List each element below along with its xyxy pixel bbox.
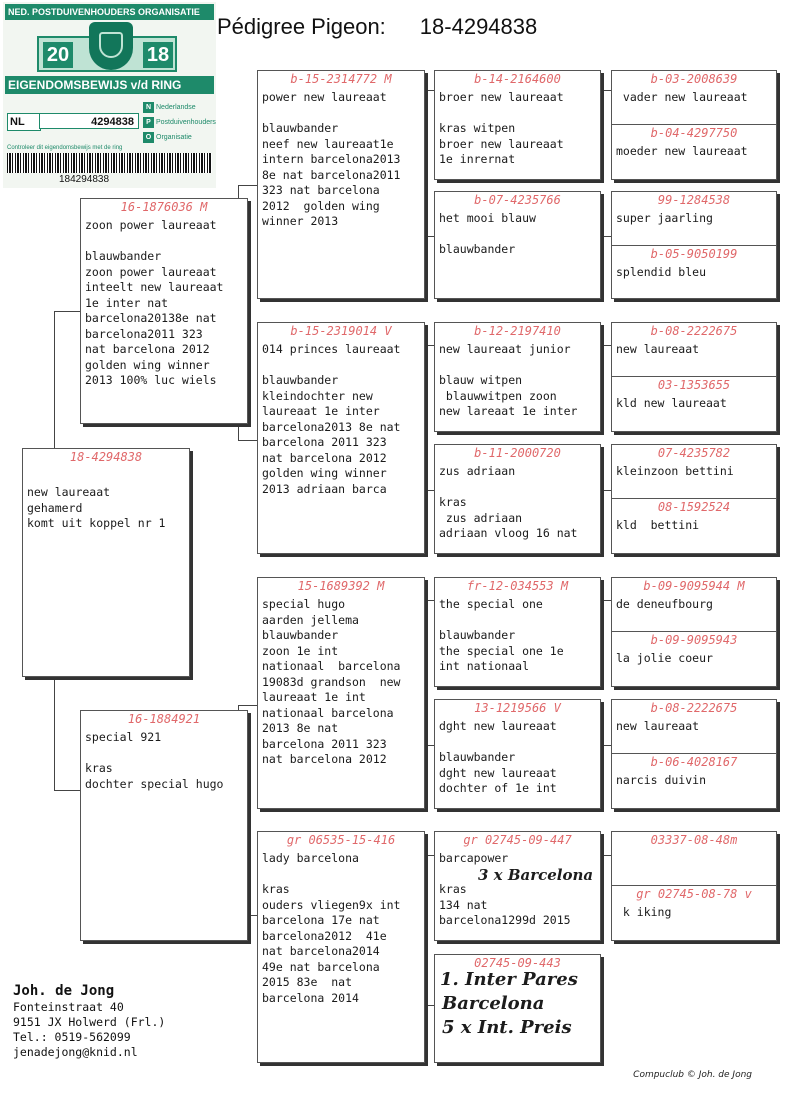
- card-mf: [257, 577, 425, 809]
- card-text: new laureaat: [616, 342, 700, 356]
- card-mmf: [434, 831, 601, 941]
- ring-number: 13-1219566 V: [474, 701, 561, 715]
- card-fmm: [434, 444, 601, 554]
- card-text: new laureaat: [616, 719, 700, 733]
- title-label: Pédigree Pigeon:: [217, 14, 386, 39]
- card-text: new laureaat junior blauw witpen blauwwitpen zoon new lareaat 1e inter: [439, 342, 578, 418]
- title-ring: 18-4294838: [419, 14, 538, 39]
- page-title: [217, 14, 537, 40]
- sticker-note: Controleer dit eigendomsbewijs met de ring: [7, 145, 123, 151]
- ring-number: b-08-2222675: [650, 324, 738, 338]
- ring-number: 15-1689392 M: [297, 579, 385, 593]
- country-code: NL: [7, 113, 41, 131]
- handwritten-note: 3 x Barcelona: [478, 866, 594, 884]
- ring-number: b-09-9095943: [650, 633, 738, 647]
- card-text: splendid bleu: [616, 265, 707, 279]
- connector: [238, 705, 258, 706]
- breeder-address: Fonteinstraat 40: [13, 1000, 124, 1014]
- card-text: barcapower kras 134 nat barcelona1299d 2015: [439, 851, 571, 927]
- connector: [238, 440, 258, 441]
- ring-number: b-11-2000720: [474, 446, 561, 460]
- card-text: la jolie coeur: [616, 651, 713, 665]
- year-left: 20: [43, 42, 73, 68]
- card-ff: [257, 70, 425, 299]
- footer-credit: Compuclub © Joh. de Jong: [633, 1070, 752, 1080]
- card-text: zus adriaan kras zus adriaan adriaan vloog 16 nat: [439, 464, 578, 540]
- divider: [612, 124, 776, 125]
- card-mm: [257, 831, 425, 1063]
- handwritten-note: Barcelona: [442, 993, 545, 1014]
- card-mff: [434, 577, 601, 687]
- card-text: kld new laureaat: [616, 396, 727, 410]
- connector: [54, 311, 55, 451]
- card-subject: [22, 448, 190, 677]
- owner-title: EIGENDOMSBEWIJS v/d RING: [5, 76, 214, 94]
- card-father: [80, 198, 248, 424]
- lion-crest-icon: [89, 22, 133, 70]
- card-text: zoon power laureaat blauwbander zoon power laureaat inteelt new laureaat 1e inter nat barcelona20138e nat barcelona2011 323 nat barcelona 2012 golden wing winner 2013 100% luc wiels: [85, 218, 224, 387]
- card-gen4-pair: [611, 699, 777, 809]
- card-gen4-pair: [611, 444, 777, 554]
- breeder-info: [13, 982, 165, 1060]
- card-text: super jaarling: [616, 211, 713, 225]
- divider: [612, 245, 776, 246]
- ring-number: 08-1592524: [657, 500, 731, 514]
- ring-number: 07-4235782: [657, 446, 731, 460]
- barcode: [7, 153, 212, 173]
- card-mfm: [434, 699, 601, 809]
- ring-number: b-04-4297750: [650, 126, 738, 140]
- ring-number: b-08-2222675: [650, 701, 738, 715]
- connector: [54, 311, 81, 312]
- card-gen4-pair: [611, 191, 777, 299]
- ring-number: b-09-9095944 M: [643, 579, 745, 593]
- breeder-city: 9151 JX Holwerd (Frl.): [13, 1015, 166, 1029]
- ring-number: b-07-4235766: [474, 193, 561, 207]
- ring-number: 16-1884921: [127, 712, 201, 726]
- ring-number: 03337-08-48m: [650, 833, 738, 847]
- org-line: Organisatie: [156, 134, 192, 141]
- card-text: kld bettini: [616, 518, 700, 532]
- breeder-phone: Tel.: 0519-562099: [13, 1030, 131, 1044]
- handwritten-note: 5 x Int. Preis: [442, 1017, 572, 1038]
- card-text: kleinzoon bettini: [616, 464, 734, 478]
- ring-number: gr 02745-09-447: [463, 833, 572, 847]
- card-fmf: [434, 322, 601, 432]
- card-text: het mooi blauw blauwbander: [439, 211, 536, 256]
- org-name: NED. POSTDUIVENHOUDERS ORGANISATIE: [5, 4, 214, 20]
- ring-number: b-15-2319014 V: [290, 324, 392, 338]
- org-line: Postduivenhouders: [156, 119, 216, 126]
- ring-number: 03-1353655: [657, 378, 731, 392]
- card-gen4-pair: [611, 70, 777, 180]
- divider: [612, 376, 776, 377]
- divider: [612, 631, 776, 632]
- divider: [612, 753, 776, 754]
- card-text: vader new laureaat: [616, 90, 748, 104]
- connector: [238, 185, 258, 186]
- ring-number: 18-4294838: [69, 450, 143, 464]
- card-fff: [434, 70, 601, 180]
- card-gen4-pair: [611, 322, 777, 432]
- ring-number: gr 02745-08-78 v: [636, 887, 752, 901]
- divider: [612, 885, 776, 886]
- card-gen4-pair: [611, 831, 777, 941]
- card-text: lady barcelona kras ouders vliegen9x int barcelona 17e nat barcelona2012 41e nat barcelona2014 49e nat barcelona 2015 83e nat barcelona 2014: [262, 851, 401, 1005]
- year-right: 18: [143, 42, 173, 68]
- ring-number: gr 06535-15-416: [286, 833, 396, 847]
- handwritten-note: 1. Inter Pares: [440, 969, 578, 990]
- ring-number: b-14-2164600: [474, 72, 561, 86]
- card-text: special hugo aarden jellema blauwbander zoon 1e int nationaal barcelona 19083d grandson new laureaat 1e int nationaal barcelona 2013 8e nat barcelona 2011 323 nat barcelona 2012: [262, 597, 401, 766]
- ring-number: b-15-2314772 M: [290, 72, 392, 86]
- card-text: dght new laureaat blauwbander dght new laureaat dochter of 1e int: [439, 719, 557, 795]
- card-mother: [80, 710, 248, 941]
- card-gen4-pair: [611, 577, 777, 687]
- card-text: new laureaat gehamerd komt uit koppel nr 1: [27, 485, 166, 530]
- sticker-ring-number: 4294838: [39, 113, 139, 129]
- ring-number: b-06-4028167: [650, 755, 738, 769]
- ring-number: 16-1876036 M: [120, 200, 208, 214]
- card-text: 014 princes laureaat blauwbander kleindochter new laureaat 1e inter barcelona2013 8e nat barcelona 2011 323 nat barcelona 2012 golden wing winner 2013 adriaan barca: [262, 342, 401, 496]
- ownership-card: [3, 2, 216, 188]
- divider: [612, 498, 776, 499]
- org-lines: N Nederlandse P Postduivenhouders O Organisatie: [143, 100, 216, 145]
- barcode-number: 184294838: [59, 174, 110, 185]
- card-text: power new laureaat blauwbander neef new laureaat1e intern barcelona2013 8e nat barcelona2011 323 nat barcelona 2012 golden wing winner 2013: [262, 90, 401, 228]
- card-text: special 921 kras dochter special hugo: [85, 730, 224, 791]
- ring-number: b-03-2008639: [650, 72, 738, 86]
- card-ffm: [434, 191, 601, 299]
- card-text: de deneufbourg: [616, 597, 713, 611]
- breeder-email: jenadejong@knid.nl: [13, 1045, 138, 1059]
- ring-number: 99-1284538: [657, 193, 731, 207]
- ring-number: 02745-09-443: [474, 956, 561, 970]
- connector: [54, 790, 81, 791]
- card-text: the special one blauwbander the special one 1e int nationaal: [439, 597, 564, 673]
- ring-number: b-05-9050199: [650, 247, 738, 261]
- card-text: moeder new laureaat: [616, 144, 748, 158]
- card-fm: [257, 322, 425, 554]
- card-text: narcis duivin: [616, 773, 707, 787]
- breeder-name: Joh. de Jong: [13, 983, 115, 999]
- org-line: Nederlandse: [156, 104, 196, 111]
- ring-number: fr-12-034553 M: [466, 579, 569, 593]
- ring-number: b-12-2197410: [474, 324, 561, 338]
- card-text: broer new laureaat kras witpen broer new laureaat 1e inrernat: [439, 90, 564, 166]
- card-text: k iking: [616, 905, 672, 919]
